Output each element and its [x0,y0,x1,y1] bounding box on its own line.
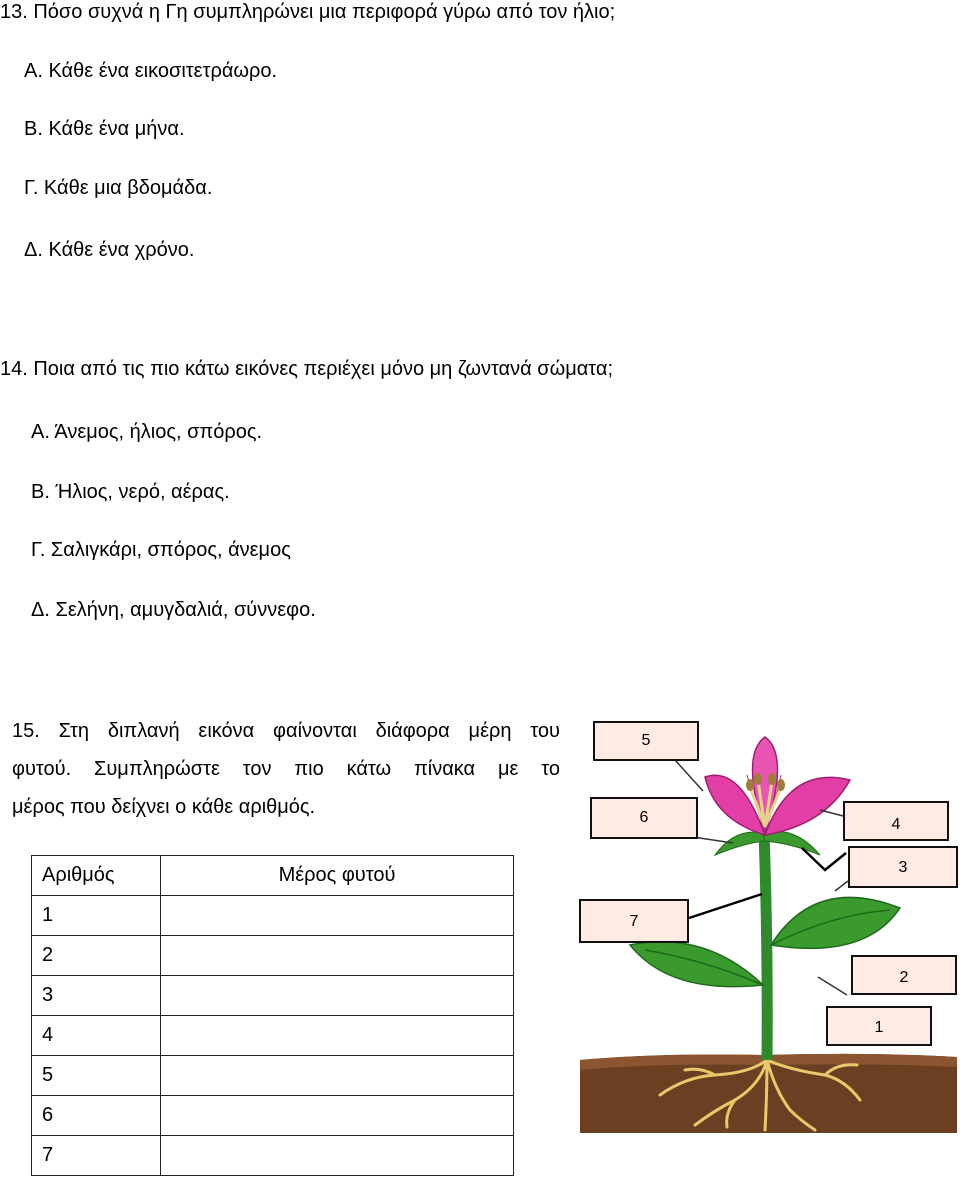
pointer-line-7 [689,894,762,918]
table-row [32,1016,514,1056]
stem [764,833,767,1060]
pointer-line-3 [802,848,846,870]
right-leaf [771,897,900,948]
q15-question [12,712,560,826]
table-row-number: 7 [32,1136,161,1176]
diagram-label-6: 6 [590,797,698,839]
q15-line-2: φυτού. Συμπληρώστε τον πιο κάτω πίνακα με το [12,758,560,780]
table-row-number: 5 [32,1056,161,1096]
table-answer-cell[interactable] [161,1056,514,1096]
q13-option-d: Δ. Κάθε ένα χρόνο. [24,239,195,261]
q13-option-c: Γ. Κάθε μια βδομάδα. [24,177,213,199]
sepal-left [715,832,764,855]
table-row-number: 3 [32,976,161,1016]
q14-option-b: Β. Ήλιος, νερό, αέρας. [31,481,230,503]
table-row-number: 1 [32,896,161,936]
q13-option-b: Β. Κάθε ένα μήνα. [24,118,185,140]
q15-line-3: μέρος που δείχνει ο κάθε αριθμός. [12,796,316,818]
q13-option-a: Α. Κάθε ένα εικοσιτετράωρο. [24,60,278,82]
diagram-label-1: 1 [826,1006,932,1046]
table-answer-cell[interactable] [161,1096,514,1136]
table-answer-cell[interactable] [161,1016,514,1056]
table-header-number: Αριθμός [32,856,161,896]
table-row [32,1056,514,1096]
table-header-row [32,856,514,896]
table-answer-cell[interactable] [161,1136,514,1176]
plant-diagram [575,715,960,1183]
table-row [32,1136,514,1176]
left-leaf [630,942,763,987]
table-header-part: Μέρος φυτού [161,856,514,896]
q14-question: 14. Ποια από τις πιο κάτω εικόνες περιέχει μόνο μη ζωντανά σώματα; [0,358,614,380]
table-answer-cell[interactable] [161,896,514,936]
diagram-label-4: 4 [843,801,949,841]
table-answer-cell[interactable] [161,936,514,976]
table-row [32,936,514,976]
q14-option-a: Α. Άνεμος, ήλιος, σπόρος. [31,421,263,443]
q14-option-c: Γ. Σαλιγκάρι, σπόρος, άνεμος [31,539,291,561]
q14-option-d: Δ. Σελήνη, αμυγδαλιά, σύννεφο. [31,599,316,621]
plant-illustration [575,715,960,1183]
q13-question: 13. Πόσο συχνά η Γη συμπληρώνει μια περιφορά γύρω από τον ήλιο; [0,1,616,23]
table-row [32,896,514,936]
diagram-label-3: 3 [848,846,958,888]
diagram-label-7: 7 [579,899,689,943]
q15-line-1: 15. Στη διπλανή εικόνα φαίνονται διάφορα μέρη του [12,720,560,742]
sepal-right [764,831,820,855]
table-row-number: 2 [32,936,161,976]
table-row-number: 4 [32,1016,161,1056]
table-answer-cell[interactable] [161,976,514,1016]
table-row [32,1096,514,1136]
diagram-label-5: 5 [593,721,699,761]
diagram-label-2: 2 [851,955,957,995]
table-row-number: 6 [32,1096,161,1136]
table-row [32,976,514,1016]
answer-table [31,855,514,1176]
